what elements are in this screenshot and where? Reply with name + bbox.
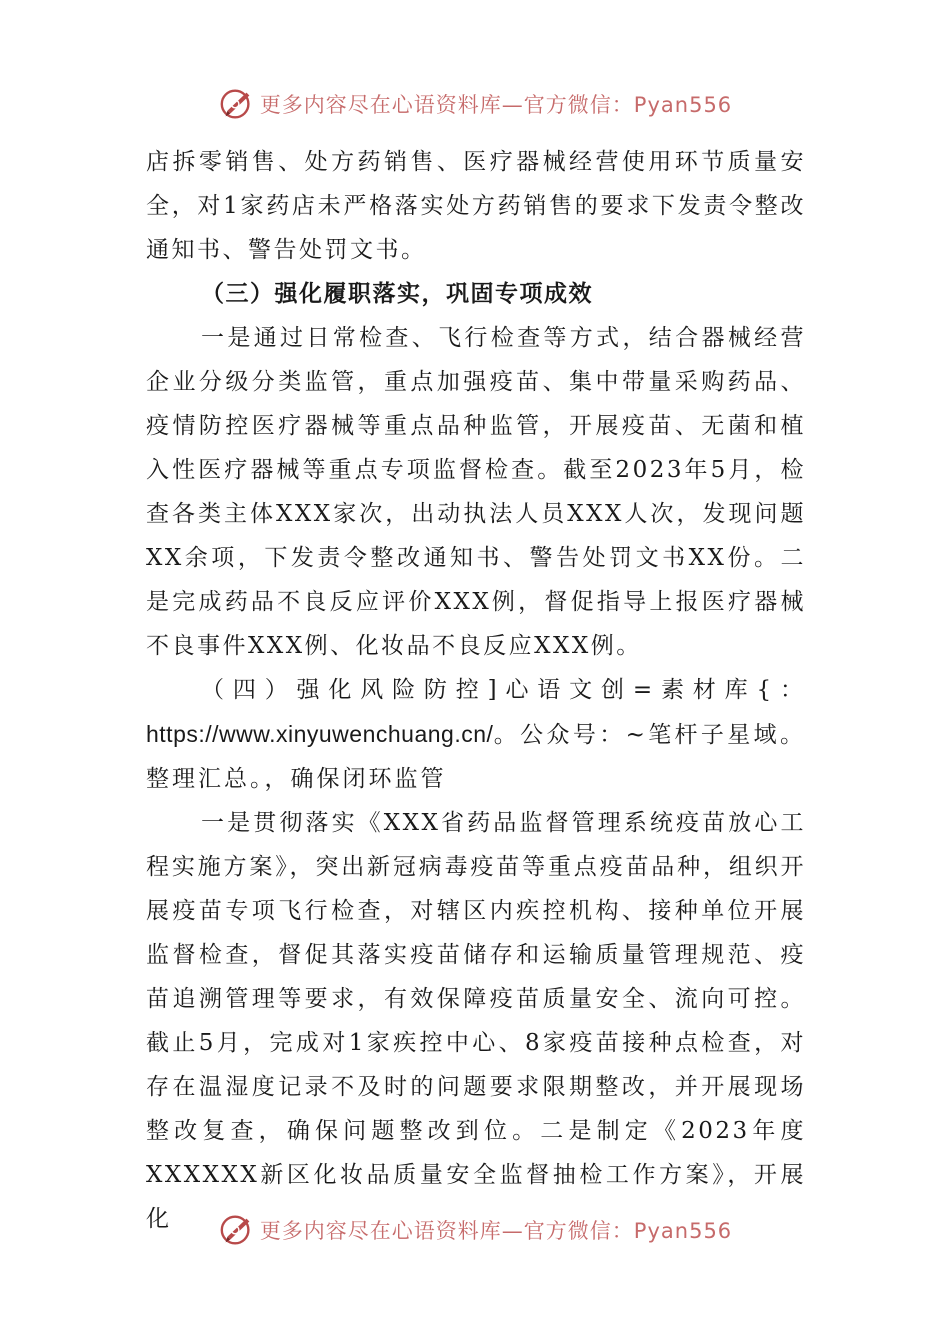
paragraph: 一是通过日常检查、飞行检查等方式，结合器械经营企业分级分类监管，重点加强疫苗、集中带量采购药品、疫情防控医疗器械等重点品种监管，开展疫苗、无菌和植入性医疗器械等重点专项监督检查。截至2023年5月，检查各类主体XXX家次，出动执法人员XXX人次，发现问题XX余项，下发责令整改通知书、警告处罚文书XX份。二是完成药品不良反应评价XXX例，督促指导上报医疗器械不良事件XXX例、化妆品不良反应XXX例。 xyxy=(146,325,806,659)
paragraph: 店拆零销售、处方药销售、医疗器械经营使用环节质量安全，对1家药店未严格落实处方药销售的要求下发责令整改通知书、警告处罚文书。 xyxy=(146,149,806,263)
paragraph: 一是贯彻落实《XXX省药品监督管理系统疫苗放心工程实施方案》，突出新冠病毒疫苗等重点疫苗品种，组织开展疫苗专项飞行检查，对辖区内疾控机构、接种单位开展监督检查，督促其落实疫苗储存和运输质量管理规范、疫苗追溯管理等要求，有效保障疫苗质量安全、流向可控。截止5月，完成对1家疾控中心、8家疫苗接种点检查，对存在温湿度记录不及时的问题要求限期整改，并开展现场整改复查，确保问题整改到位。二是制定《2023年度XXXXXX新区化妆品质量安全监督抽检工作方案》，开展化 xyxy=(146,810,806,1232)
section-heading: （三）强化履职落实，巩固专项成效 xyxy=(201,280,593,307)
heading-suffix: 。公众号：~笔杆子星域。整理汇总。，确保闭环监管 xyxy=(146,722,806,792)
url-text: https://www.xinyuwenchuang.cn/ xyxy=(146,721,494,747)
banner-text: 更多内容尽在心语资料库—官方微信：Pyan556 xyxy=(259,93,733,117)
document-body xyxy=(146,140,806,1241)
heading-prefix: （四）强化风险防控]心语文创=素材库{： xyxy=(201,677,806,703)
footer-banner xyxy=(0,1210,950,1250)
writing-pen-logo-icon xyxy=(218,85,256,123)
banner-text: 更多内容尽在心语资料库—官方微信：Pyan556 xyxy=(259,1219,733,1243)
section-heading-with-watermark xyxy=(146,668,806,801)
writing-pen-logo-icon xyxy=(218,1211,256,1249)
header-banner xyxy=(0,84,950,124)
